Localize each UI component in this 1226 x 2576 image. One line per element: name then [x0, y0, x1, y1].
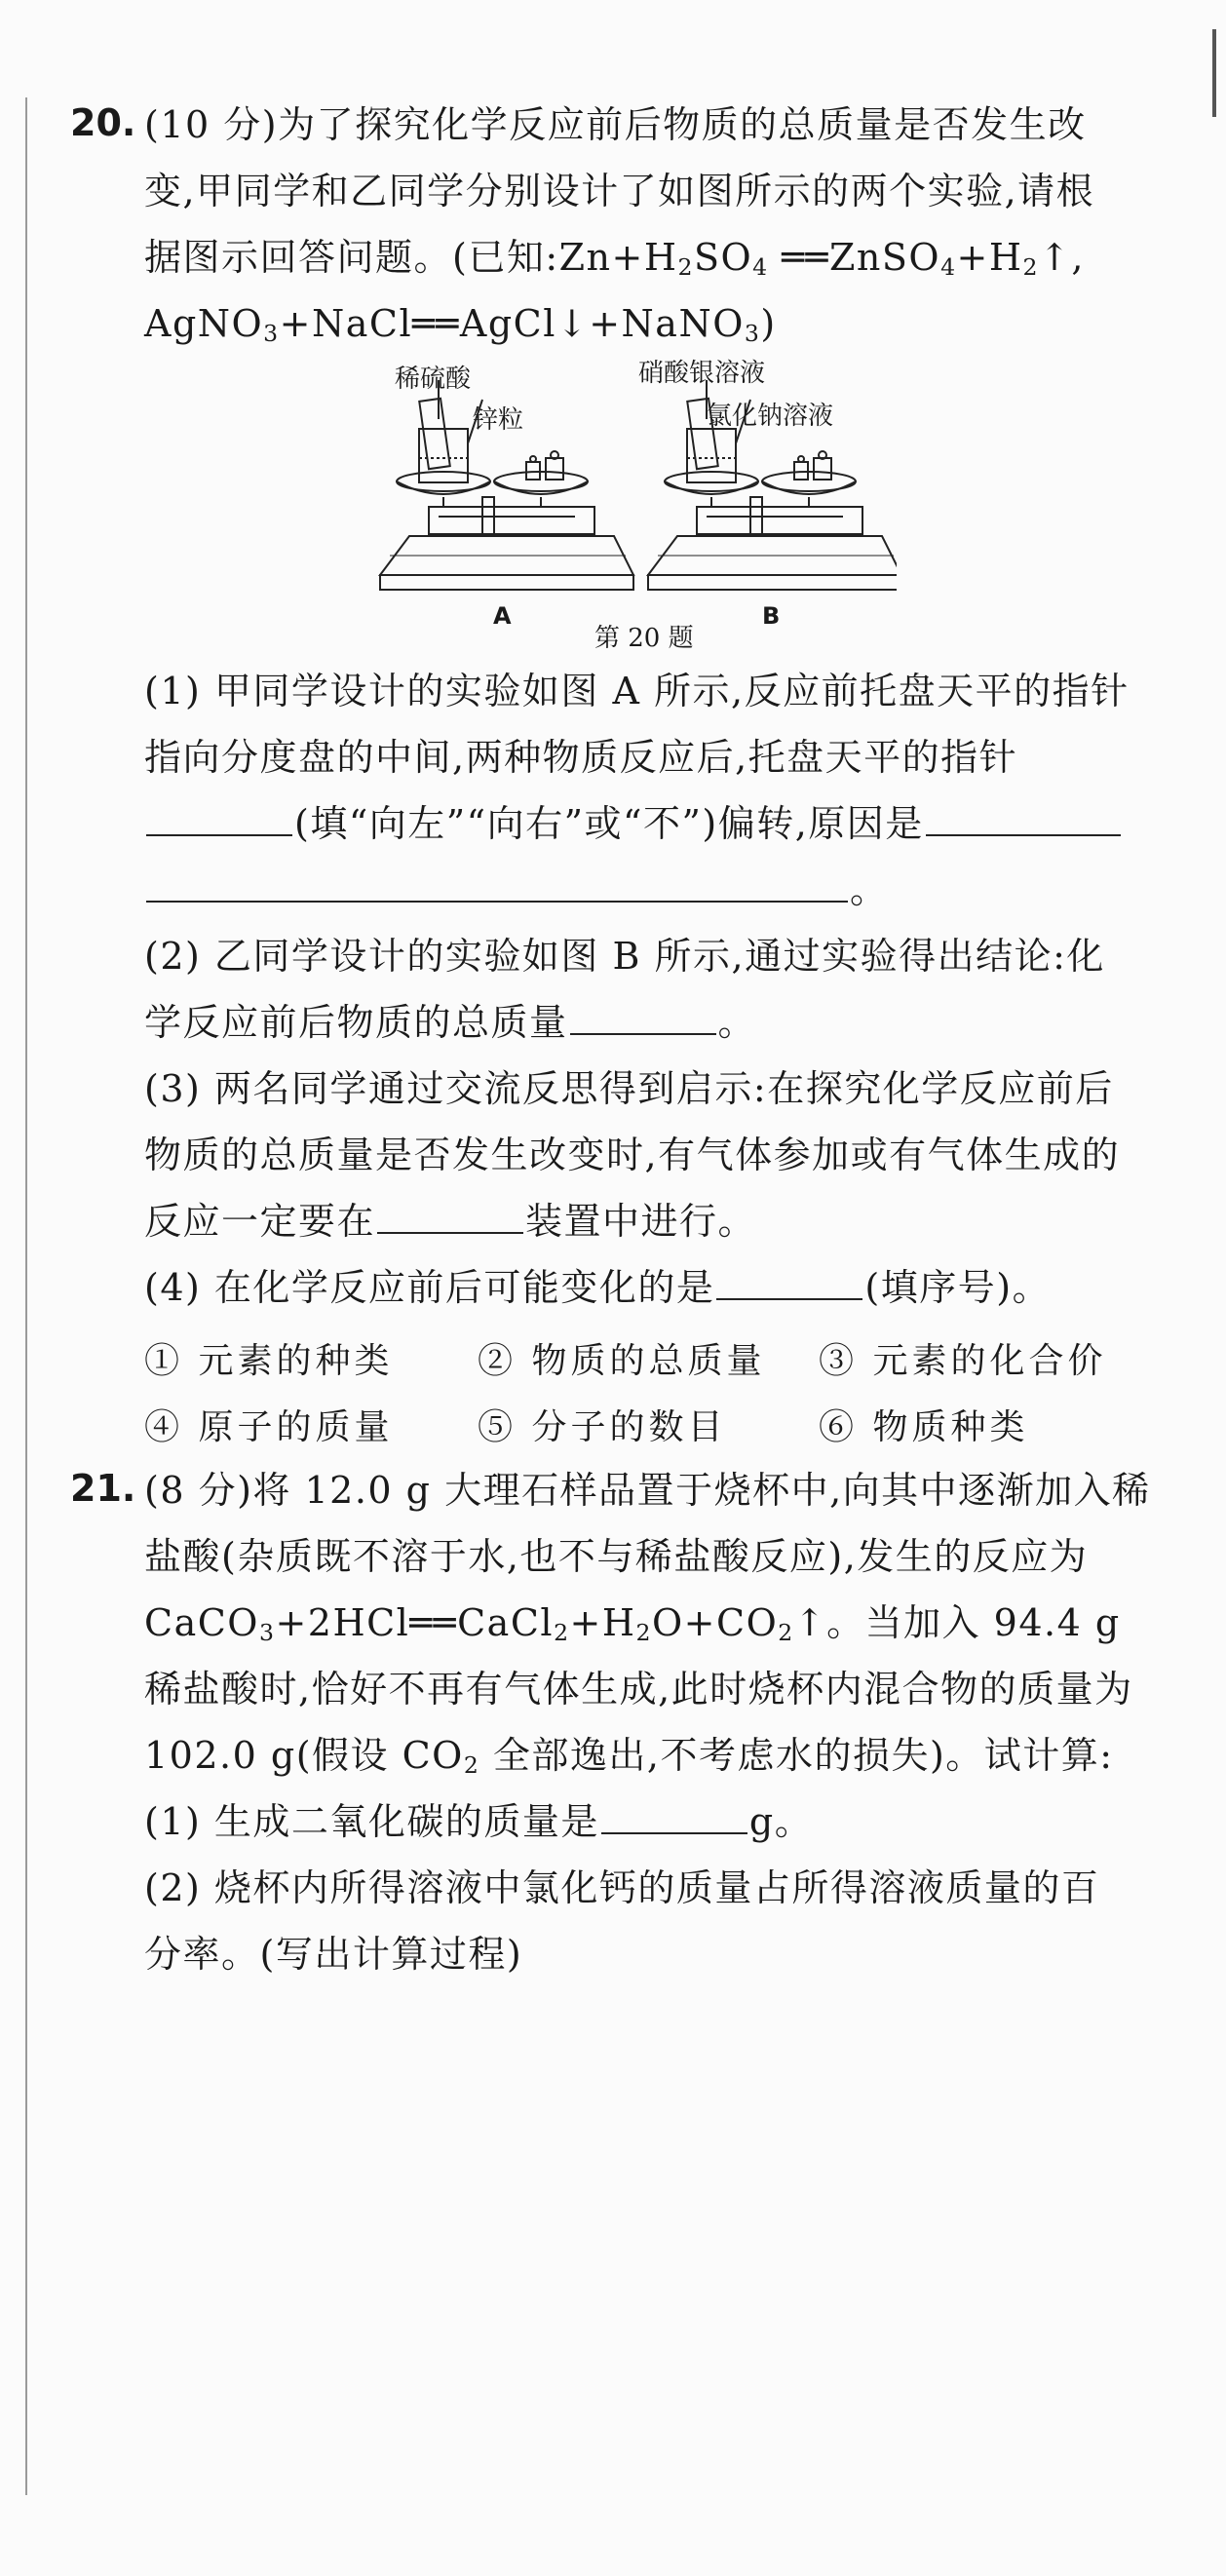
answer-blank-co2-mass[interactable]: [601, 1799, 747, 1834]
equation-silver-nitrate: AgNO$_3$+NaCl══AgCl↓+NaNO$_3$): [144, 302, 777, 348]
label-figure-a: A: [493, 602, 512, 630]
answer-blank-reason-b[interactable]: [146, 867, 848, 903]
label-silver-nitrate: 硝酸银溶液: [638, 359, 766, 388]
q20-line-3: [144, 234, 1085, 281]
q21-line-1: (8 分)将 12.0 g 大理石样品置于烧杯中,向其中逐渐加入稀: [144, 1469, 1151, 1512]
q20-part2-line-1: (2) 乙同学设计的实验如图 B 所示,通过实验得出结论:化: [144, 935, 1105, 978]
q20-part4-line: (4) 在化学反应前后可能变化的是 (填序号)。: [144, 1266, 1052, 1309]
q21-part1-line: (1) 生成二氧化碳的质量是 g。: [144, 1800, 814, 1843]
margin-line: [25, 97, 27, 2495]
equation-zinc-sulfuric: $Zn+H_2SO_4$ $══ZnSO_4+H_2↑$,: [558, 236, 1085, 282]
page-edge-mark: [1212, 29, 1216, 117]
q20-part2-line-2: 学反应前后物质的总质量 。: [144, 1001, 757, 1044]
figure-caption: 第 20 题: [594, 624, 694, 653]
q21-line-4: 稀盐酸时,恰好不再有气体生成,此时烧杯内混合物的质量为: [144, 1668, 1133, 1711]
option-2: ② 物质的总质量: [478, 1341, 766, 1381]
label-sodium-chloride: 氯化钠溶液: [707, 402, 834, 431]
label-figure-b: B: [762, 602, 781, 630]
equation-calcium-carbonate: $CaCO_3+2HCl══CaCl_2+H_2O+CO_2↑$。当加入 94.4 g: [144, 1601, 1121, 1647]
answer-blank-reason-a[interactable]: [926, 801, 1121, 836]
q20-part1-line-2: 指向分度盘的中间,两种物质反应后,托盘天平的指针: [144, 736, 1018, 779]
q21-part2-line-1: (2) 烧杯内所得溶液中氯化钙的质量占所得溶液质量的百: [144, 1866, 1100, 1909]
q21-line-5: 102.0 g(假设 $CO_2$ 全部逸出,不考虑水的损失)。试计算:: [144, 1734, 1114, 1780]
q20-part3-line-3: 反应一定要在 装置中进行。: [144, 1200, 757, 1243]
experiment-figure: [370, 361, 897, 653]
option-6: ⑥ 物质种类: [819, 1407, 1029, 1447]
option-5: ⑤ 分子的数目: [478, 1407, 727, 1447]
label-dilute-sulfuric-acid: 稀硫酸: [395, 365, 472, 394]
option-4: ④ 原子的质量: [144, 1407, 394, 1447]
q21-line-2: 盐酸(杂质既不溶于水,也不与稀盐酸反应),发生的反应为: [144, 1535, 1089, 1578]
q20-part1-line-4: 。: [144, 866, 889, 913]
question-20-number: 20.: [70, 101, 136, 144]
answer-blank-direction[interactable]: [146, 801, 292, 836]
q20-line-1: (10 分)为了探究化学反应前后物质的总质量是否发生改: [144, 103, 1087, 146]
answer-blank-sequence[interactable]: [716, 1265, 862, 1300]
q20-line-3-prefix: 据图示回答问题。(已知:: [144, 236, 559, 279]
option-3: ③ 元素的化合价: [819, 1341, 1107, 1381]
answer-work-area[interactable]: [144, 2008, 1158, 2476]
q20-part3-line-1: (3) 两名同学通过交流反思得到启示:在探究化学反应前后: [144, 1067, 1114, 1110]
label-zinc-granules: 锌粒: [473, 405, 524, 435]
q20-part1-line-3: (填“向左”“向右”或“不”)偏转,原因是: [144, 800, 1123, 847]
q21-part2-line-2: 分率。(写出计算过程): [144, 1933, 523, 1976]
q20-line-2: 变,甲同学和乙同学分别设计了如图所示的两个实验,请根: [144, 170, 1095, 212]
q20-part3-line-2: 物质的总质量是否发生改变时,有气体参加或有气体生成的: [144, 1134, 1121, 1176]
answer-blank-device[interactable]: [377, 1199, 523, 1234]
question-21-number: 21.: [70, 1467, 136, 1510]
q20-part1-line-1: (1) 甲同学设计的实验如图 A 所示,反应前托盘天平的指针: [144, 670, 1130, 712]
answer-blank-total-mass[interactable]: [570, 1000, 716, 1035]
option-1: ① 元素的种类: [144, 1341, 394, 1381]
